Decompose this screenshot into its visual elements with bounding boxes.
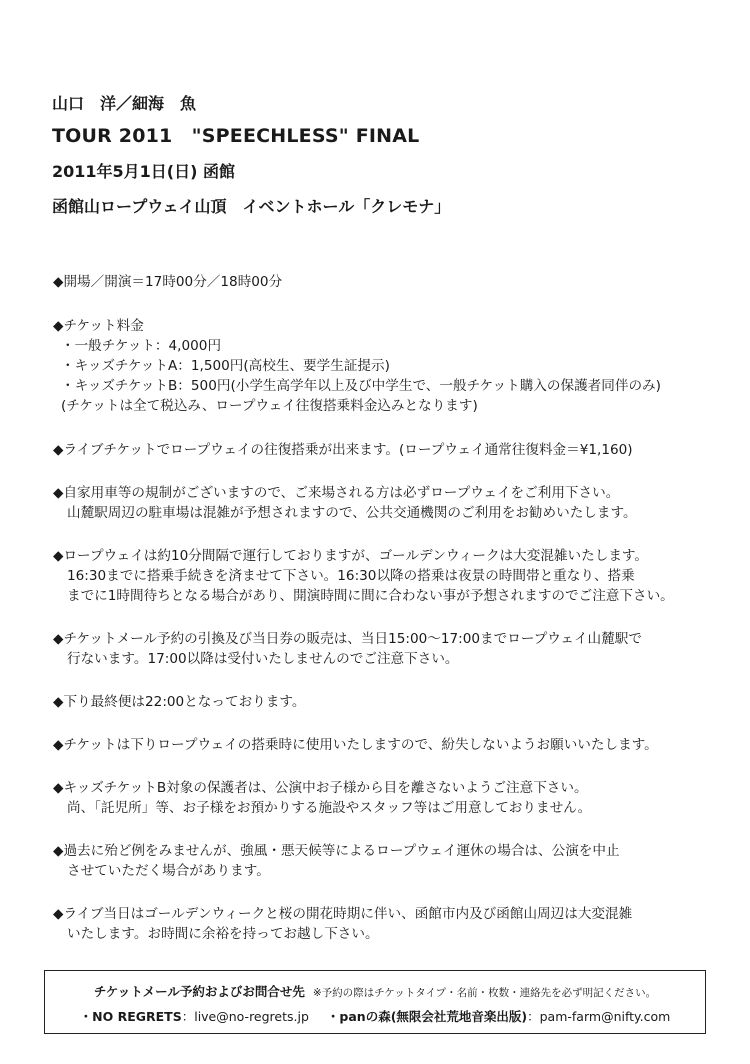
notice-line: ◆過去に殆ど例をみませんが、強風・悪天候等によるロープウェイ運休の場合は、公演を中止 (53, 843, 620, 859)
notice-line: ◆自家用車等の規制がございますので、ご来場される方は必ずロープウェイをご利用下さい。 (53, 485, 620, 501)
notice-line: 尚、「託児所」等、お子様をお預かりする施設やスタッフ等はご用意しておりません。 (67, 800, 592, 816)
contact-note: ※予約の際はチケットタイプ・名前・枚数・連絡先を必ず明記ください。 (312, 987, 657, 999)
notice-line: ◆チケットは下りロープウェイの搭乗時に使用いたしますので、紛失しないようお願いいたします。 (53, 737, 658, 753)
artist-names: 山口 洋／細海 魚 (52, 94, 197, 113)
notice-line: ◆キッズチケットB対象の保護者は、公演中お子様から目を離さないようご注意下さい。 (53, 780, 588, 796)
ticket-note: (チケットは全て税込み、ロープウェイ往復搭乗料金込みとなります) (61, 398, 478, 414)
notice-line: ◆ロープウェイは約10分間隔で運行しておりますが、ゴールデンウィークは大変混雑いたします。 (53, 548, 649, 564)
ticket-kids-b: ・キッズチケットB：500円(小学生高学年以上及び中学生で、一般チケット購入の保護者同伴のみ) (61, 378, 661, 394)
event-header (52, 94, 732, 216)
notice-live-day (53, 904, 733, 944)
notice-list (53, 272, 733, 944)
contact-org2-email[interactable]: ：pam-farm@nifty.com (527, 1009, 671, 1024)
notice-line: までに1時間待ちとなる場合があり、開演時間に間に合わない事が予想されますのでご注意下さい。 (67, 588, 674, 604)
event-date: 2011年5月1日(日) 函館 (52, 161, 235, 181)
tour-title: TOUR 2011 "SPEECHLESS" FINAL (52, 125, 420, 148)
ticket-heading: ◆チケット料金 (53, 318, 144, 334)
contact-heading-row (45, 983, 705, 1001)
notice-line: ◆チケットメール予約の引換及び当日券の販売は、当日15:00〜17:00までロープウェイ山麓駅で (53, 631, 642, 647)
contact-org1-email[interactable]: ：live@no-regrets.jp (181, 1009, 309, 1024)
notice-ticket-prices (53, 316, 733, 416)
notice-line: させていただく場合があります。 (67, 863, 270, 879)
notice-line: 行ないます。17:00以降は受付いたしませんのでご注意下さい。 (67, 651, 459, 667)
notice-mail-reservation (53, 629, 733, 669)
notice-line: ◆ライブ当日はゴールデンウィークと桜の開花時期に伴い、函館市内及び函館山周辺は大変混雑 (53, 906, 633, 922)
notice-open-time (53, 272, 733, 292)
notice-ropeway (53, 546, 733, 606)
notice-weather (53, 841, 733, 881)
notice-line: ◆開場／開演＝17時00分／18時00分 (53, 274, 283, 290)
notice-line: 山麓駅周辺の駐車場は混雑が予想されますので、公共交通機関のご利用をお勧めいたします。 (67, 505, 637, 521)
notice-car (53, 483, 733, 523)
notice-line: ◆ライブチケットでロープウェイの往復搭乗が出来ます。(ロープウェイ通常往復料金＝¥1,160) (53, 442, 633, 458)
notice-kids (53, 778, 733, 818)
notice-line: 16:30までに搭乗手続きを済ませて下さい。16:30以降の搭乗は夜景の時間帯と重なり、搭乗 (67, 568, 635, 584)
contact-title: チケットメール予約およびお問合せ先 (93, 984, 305, 999)
contact-org1-name: ・NO REGRETS (79, 1009, 182, 1024)
ticket-general: ・一般チケット：4,000円 (61, 338, 222, 354)
event-venue: 函館山ロープウェイ山頂 イベントホール「クレモナ」 (52, 197, 451, 217)
notice-last-ride (53, 692, 733, 712)
contact-address-row (45, 1009, 705, 1025)
notice-down-ropeway (53, 735, 733, 755)
ticket-kids-a: ・キッズチケットA：1,500円(高校生、要学生証提示) (61, 358, 390, 374)
notice-line: いたします。お時間に余裕を持ってお越し下さい。 (67, 926, 379, 942)
contact-org2-name: ・panの森(無限会社荒地音楽出版) (326, 1009, 528, 1024)
contact-box (44, 970, 706, 1034)
notice-live-ticket (53, 440, 733, 460)
notice-line: ◆下り最終便は22:00となっております。 (53, 694, 306, 710)
